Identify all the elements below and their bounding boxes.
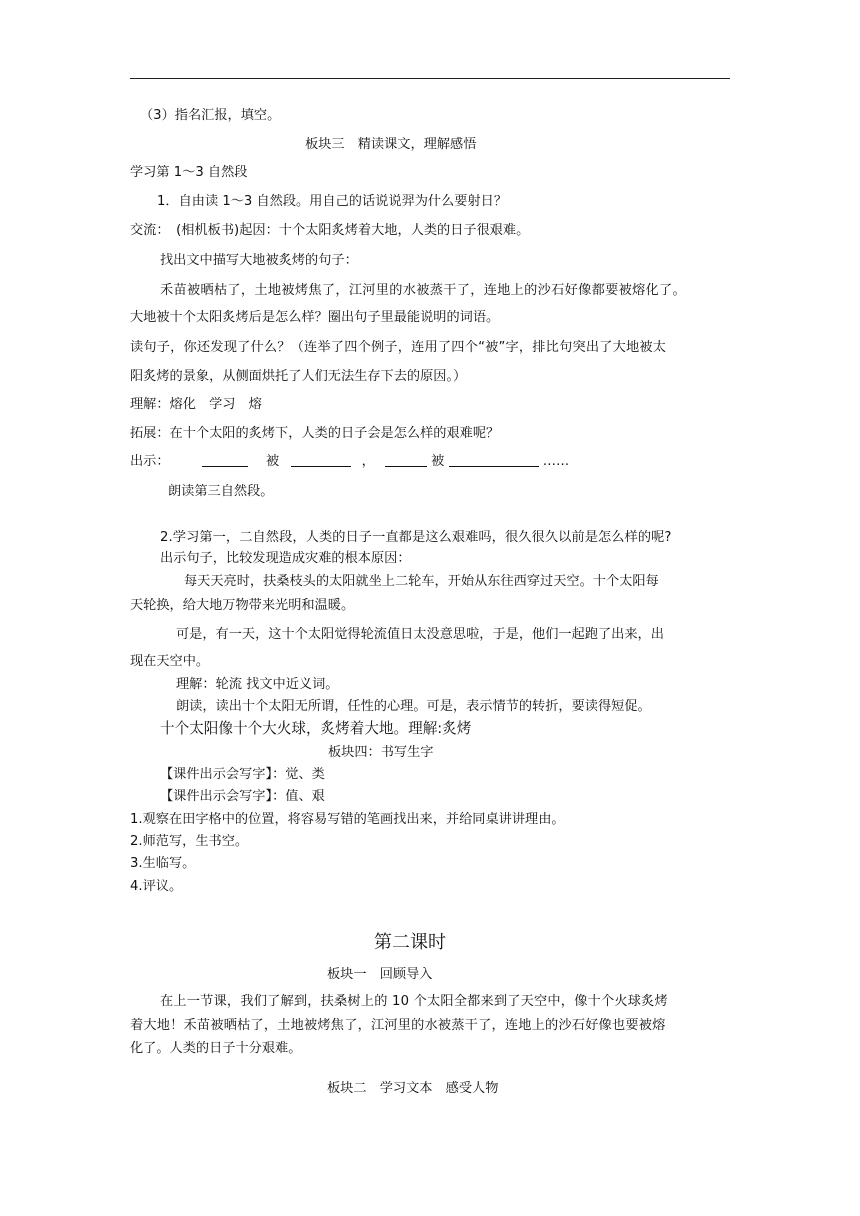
text-line: 阳炙烤的景象，从侧面烘托了人们无法生存下去的原因。） <box>130 369 467 384</box>
text-line: 4.评议。 <box>130 879 183 894</box>
text-line: 【课件出示会写字】：觉、类 <box>160 767 325 782</box>
text-line: 每天天亮时，扶桑枝头的太阳就坐上二轮车，开始从东往西穿过天空。十个太阳每 <box>184 574 659 589</box>
text-line: 着大地！禾苗被晒枯了，土地被烤焦了，江河里的水被蒸干了，连地上的沙石好像也要被熔 <box>130 1018 666 1033</box>
text-line: 出示句子，比较发现造成灾难的根本原因： <box>160 551 411 566</box>
section-heading: 板块三 精读课文，理解感悟 <box>305 137 477 152</box>
text-line: 学习第 1～3 自然段 <box>130 165 248 180</box>
text-line: 1.观察在田字格中的位置，将容易写错的笔画找出来，并给同桌讲讲理由。 <box>130 812 565 827</box>
text-line: 化了。人类的日子十分艰难。 <box>130 1041 302 1056</box>
text-line: 在上一节课，我们了解到，扶桑树上的 10 个太阳全都来到了天空中，像十个火球炙烤 <box>160 994 668 1009</box>
text-line: 现在天空中。 <box>130 654 210 669</box>
text-span: …… <box>542 454 570 469</box>
text-line: 理解：熔化 学习 熔 <box>130 397 262 412</box>
text-span: 被 <box>431 454 445 469</box>
text-line: 理解：轮流 找文中近义词。 <box>176 677 339 692</box>
section-heading: 板块四：书写生字 <box>328 745 434 760</box>
text-line: 朗读第三自然段。 <box>168 484 274 499</box>
text-line: 天轮换，给大地万物带来光明和温暖。 <box>130 598 355 613</box>
text-line: 十个太阳像十个大火球，炙烤着大地。理解:炙烤 <box>160 720 472 737</box>
text-line: 3.生临写。 <box>130 856 196 871</box>
text-span: 被 <box>265 454 280 469</box>
blank-line <box>385 453 427 467</box>
blank-line <box>291 453 351 467</box>
header-rule <box>130 78 730 79</box>
blank-line <box>449 453 539 467</box>
text-line: （3）指名汇报，填空。 <box>140 108 281 123</box>
blank-line <box>202 453 248 467</box>
text-line: 禾苗被晒枯了，土地被烤焦了，江河里的水被蒸干了，连地上的沙石好像都要被熔化了。 <box>160 283 687 298</box>
text-span: 出示： <box>130 454 170 469</box>
text-line: 2.学习第一，二自然段，人类的日子一直都是这么艰难吗，很久很久以前是怎么样的呢? <box>160 530 672 545</box>
text-line: 找出文中描写大地被炙烤的句子： <box>160 253 358 268</box>
text-line: 朗读，读出十个太阳无所谓，任性的心理。可是，表示情节的转折，要读得短促。 <box>176 699 651 714</box>
section-heading: 板块一 回顾导入 <box>327 967 433 982</box>
text-line: 2.师范写，生书空。 <box>130 834 249 849</box>
fill-blank-line <box>130 453 569 471</box>
text-line: 大地被十个太阳炙烤后是怎么样？圈出句子里最能说明的词语。 <box>130 310 500 325</box>
text-line: 拓展：在十个太阳的炙烤下，人类的日子会是怎么样的艰难呢？ <box>130 426 500 441</box>
text-span: ， <box>361 454 375 469</box>
text-line: 1．自由读 1～3 自然段。用自己的话说说羿为什么要射日？ <box>157 194 508 209</box>
text-line: 交流： (相机板书)起因：十个太阳炙烤着大地，人类的日子很艰难。 <box>130 223 530 238</box>
section-heading: 板块二 学习文本 感受人物 <box>327 1081 499 1096</box>
text-line: 【课件出示会写字】：值、艰 <box>160 789 325 804</box>
lesson-title: 第二课时 <box>374 932 446 953</box>
text-line: 读句子，你还发现了什么？（连举了四个例子，连用了四个“被”字，排比句突出了大地被太 <box>130 340 667 355</box>
text-line: 可是，有一天，这十个太阳觉得轮流值日太没意思啦，于是，他们一起跑了出来，出 <box>176 627 664 642</box>
